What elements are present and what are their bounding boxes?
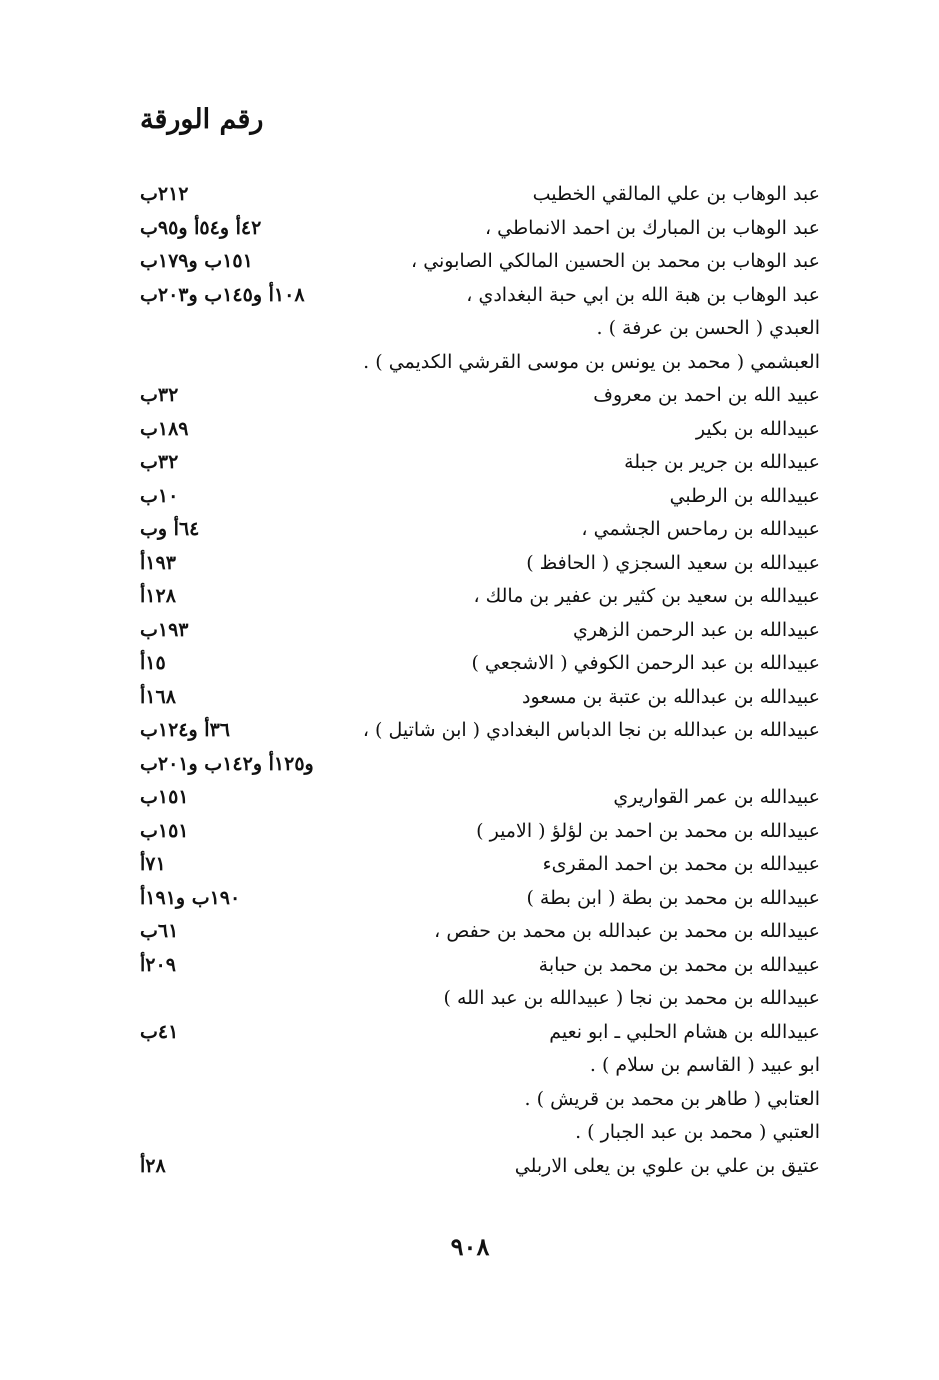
entry-name: عتيق بن علي بن علوي بن يعلى الاربلي: [514, 1154, 820, 1177]
entry-name: عبيدالله بن محمد بن محمد بن حبابة: [538, 953, 820, 976]
entry-folio-ref: ١٥١ب: [140, 786, 189, 808]
entry-folio-ref: ٦١ب: [140, 920, 179, 942]
index-entry: [140, 614, 820, 648]
index-entry: [140, 446, 820, 480]
entry-folio-ref: ١٠ب: [140, 484, 179, 507]
entry-name: عبد الوهاب بن هبة الله بن ابي حبة البغدادي ،: [466, 283, 820, 306]
entry-name: عبيدالله بن عبدالله بن عتبة بن مسعود: [522, 685, 820, 708]
entry-name: عبد الوهاب بن علي المالقي الخطيب: [532, 183, 820, 205]
entry-name: عبيدالله بن الرطبي: [669, 484, 820, 507]
entry-folio-ref: ٦٤أ وب: [140, 518, 200, 540]
entry-folio-ref: ٢٨أ: [140, 1154, 166, 1177]
index-entry: [140, 1150, 820, 1184]
index-entry: [140, 1116, 820, 1150]
entry-name: عبيدالله بن محمد بن عبدالله بن محمد بن حفص ،: [434, 920, 820, 942]
entry-name: عبيدالله بن عمر القواريري: [613, 786, 820, 808]
entry-folio-ref: ١٩٠ب و١٩١أ: [140, 886, 241, 909]
entry-folio-ref: ٢٠٩أ: [140, 953, 176, 976]
entry-folio-ref: ٤٢أ و٥٤أ و٩٥ب: [140, 216, 262, 239]
entry-folio-ref: ١٦٨أ: [140, 685, 176, 708]
entry-name: العبدي ( الحسن بن عرفة ) .: [596, 317, 820, 339]
entry-folio-ref: ٣٦أ و١٢٤ب: [140, 719, 231, 741]
index-entry: [140, 245, 820, 279]
entry-name: عبيدالله بن عبدالله بن نجا الدباس البغدادي ( ابن شاتيل ) ،: [362, 719, 820, 741]
entry-name: عبيدالله بن سعيد بن كثير بن عفير بن مالك ،: [473, 585, 820, 607]
index-entry: [140, 781, 820, 815]
entry-folio-ref: ١٥١ب: [140, 819, 189, 842]
entry-name: عبيدالله بن محمد بن احمد المقرىء: [542, 853, 820, 875]
index-entry: [140, 1049, 820, 1083]
index-entry: [140, 480, 820, 514]
entry-folio-ref: ١٨٩ب: [140, 417, 189, 440]
page-number: ٩٠٨: [450, 1232, 490, 1261]
entry-name: العتبي ( محمد بن عبد الجبار ) .: [575, 1121, 820, 1143]
index-entry: [140, 815, 820, 849]
entry-folio-ref: ١٥أ: [140, 652, 166, 674]
index-entry: [140, 915, 820, 949]
index-entry: [140, 982, 820, 1016]
index-entry: [140, 513, 820, 547]
entry-name: عبيدالله بن محمد بن نجا ( عبيدالله بن عبد الله ): [443, 987, 820, 1009]
entry-folio-ref: ١٩٣أ: [140, 551, 176, 574]
index-entry: [140, 1016, 820, 1050]
entry-folio-ref: ٣٢ب: [140, 384, 179, 406]
entry-name: عبيدالله بن محمد بن بطة ( ابن بطة ): [526, 886, 820, 909]
index-entry: [140, 547, 820, 581]
index-entry: [140, 714, 820, 748]
column-heading: رقم الورقة: [140, 104, 264, 135]
index-entry: [140, 178, 820, 212]
entry-folio-ref: و١٢٥أ و١٤٢ب و٢٠١ب: [140, 752, 314, 775]
index-entry: [140, 1083, 820, 1117]
entry-name: عبيدالله بن عبد الرحمن الزهري: [573, 618, 820, 641]
index-entry: [140, 379, 820, 413]
entry-name: عبيد الله بن احمد بن معروف: [593, 384, 820, 406]
index-entry: [140, 882, 820, 916]
entry-name: عبيدالله بن سعيد السجزي ( الحافظ ): [526, 551, 820, 574]
index-entry: [140, 312, 820, 346]
index-entry: [140, 848, 820, 882]
entry-folio-ref: ١٢٨أ: [140, 585, 176, 607]
index-list: [140, 178, 820, 1183]
entry-name: ابو عبيد ( القاسم بن سلام ) .: [589, 1054, 820, 1076]
entry-name: عبد الوهاب بن المبارك بن احمد الانماطي ،: [484, 216, 820, 239]
entry-name: عبيدالله بن عبد الرحمن الكوفي ( الاشجعي ): [471, 652, 820, 674]
index-entry: [140, 279, 820, 313]
entry-folio-ref: ٧١أ: [140, 853, 166, 875]
index-entry: [140, 212, 820, 246]
index-entry: [140, 580, 820, 614]
index-entry-continuation: [140, 748, 820, 782]
entry-name: عبيدالله بن جرير بن جبلة: [624, 451, 820, 473]
entry-folio-ref: ٤١ب: [140, 1020, 179, 1043]
entry-name: عبيدالله بن محمد بن احمد بن لؤلؤ ( الامير ): [476, 819, 820, 842]
entry-name: عبد الوهاب بن محمد بن الحسين المالكي الصابوني ،: [411, 250, 820, 272]
entry-folio-ref: ٣٢ب: [140, 451, 179, 473]
entry-name: عبيدالله بن بكير: [695, 417, 820, 440]
entry-folio-ref: ١٥١ب و١٧٩ب: [140, 250, 253, 272]
entry-folio-ref: ١٩٣ب: [140, 618, 189, 641]
index-entry: [140, 346, 820, 380]
entry-name: العبشمي ( محمد بن يونس بن موسى القرشي الكديمي ) .: [363, 350, 820, 373]
entry-name: عبيدالله بن رماحس الجشمي ،: [581, 518, 820, 540]
index-entry: [140, 681, 820, 715]
entry-folio-ref: ١٠٨أ و١٤٥ب و٢٠٣ب: [140, 283, 305, 306]
entry-name: عبيدالله بن هشام الحلبي ـ ابو نعيم: [549, 1020, 820, 1043]
index-entry: [140, 413, 820, 447]
index-entry: [140, 949, 820, 983]
entry-name: العتابي ( طاهر بن محمد بن قريش ) .: [524, 1087, 820, 1110]
entry-folio-ref: ٢١٢ب: [140, 183, 189, 205]
index-entry: [140, 647, 820, 681]
